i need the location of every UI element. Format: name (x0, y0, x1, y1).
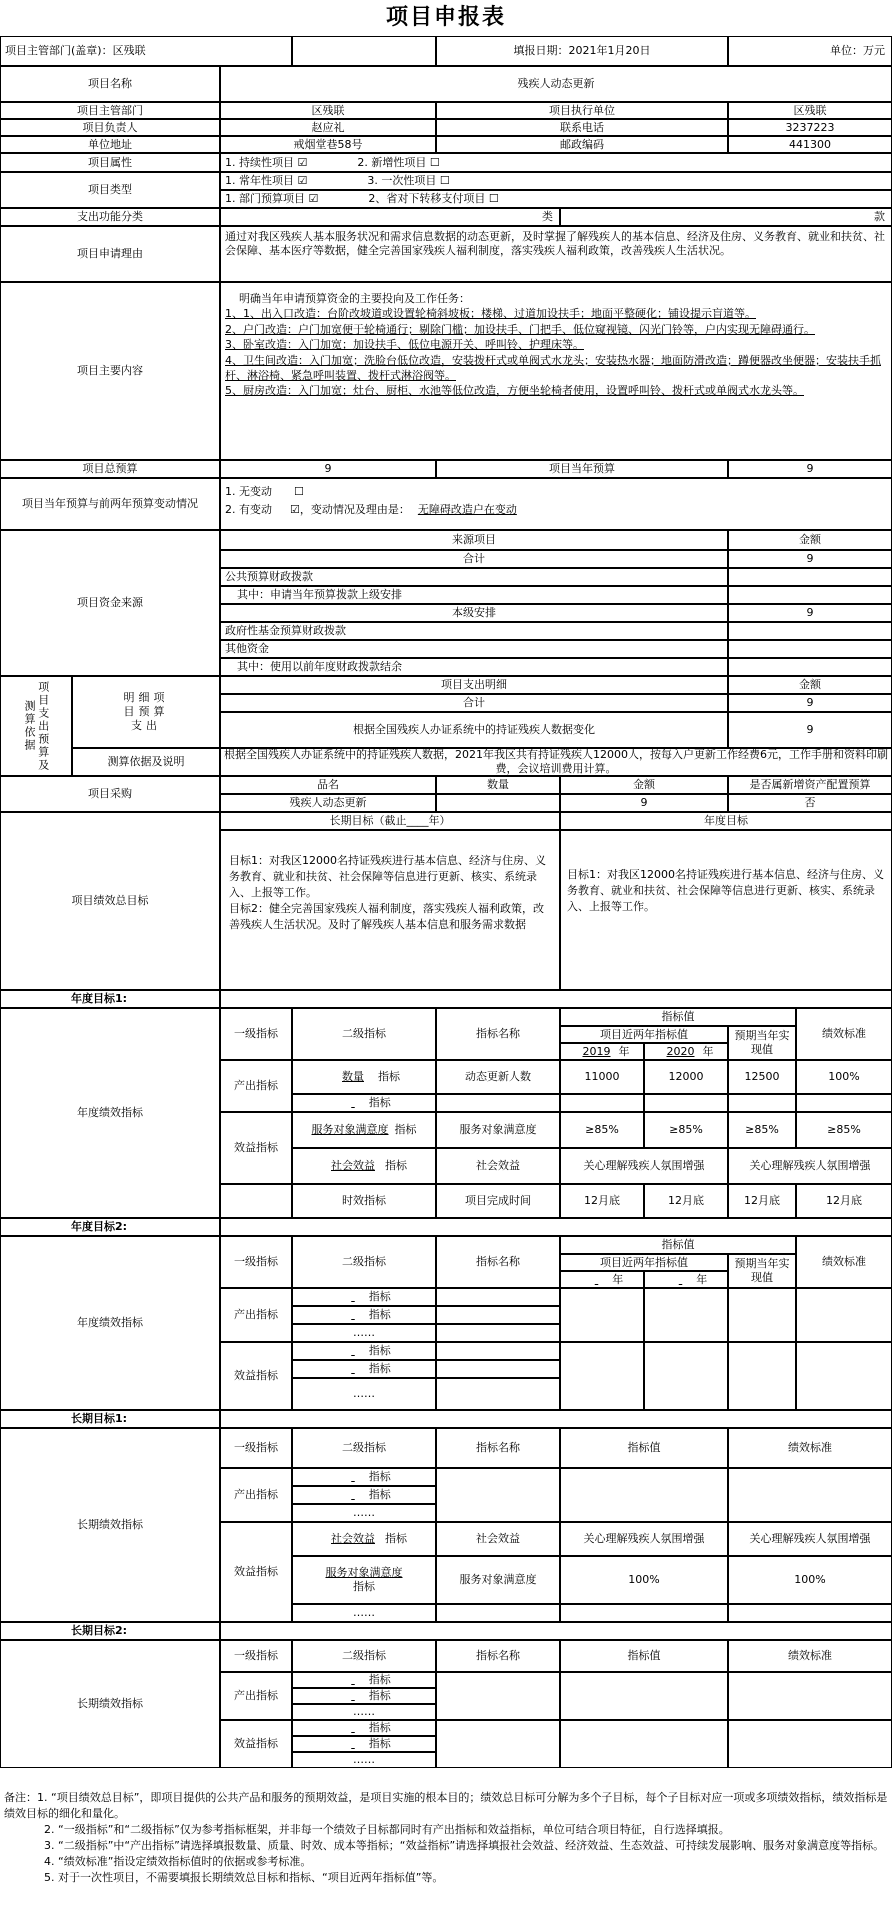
l2-ben-r2 (292, 1736, 436, 1752)
l2-benefit: 效益指标 (220, 1720, 292, 1768)
leader-label: 项目负责人 (0, 119, 220, 136)
y1-side: 年度绩效指标 (0, 1008, 220, 1218)
funds-row: 其他资金 (220, 640, 728, 658)
y1-r3-name: 服务对象满意度 (436, 1112, 560, 1148)
y1-r5-l2: 时效指标 (292, 1184, 436, 1218)
l2-ben-r3: …… (292, 1752, 436, 1768)
content-line-5: 5、厨房改造：入门加宽；灶台、厨柜、水池等低位改造，方便坐轮椅者使用，设置呼叫铃、拨杆式或单阀式水龙头等。 (225, 384, 804, 398)
reason-label: 项目申请理由 (0, 226, 220, 282)
y1-r4-l2-val: 社会效益 (331, 1159, 375, 1173)
y2-ben-r1-blank (337, 1344, 369, 1358)
y1-r5-v2: 12月底 (644, 1184, 728, 1218)
change-box (220, 478, 892, 530)
exec-label: 项目执行单位 (436, 102, 728, 119)
l2-cell (728, 1720, 892, 1768)
type-row-1 (220, 172, 892, 190)
content-line-0: 明确当年申请预算资金的主要投向及工作任务： (239, 292, 470, 305)
l1-out: 产出指标 (220, 1468, 292, 1522)
y2-cell (728, 1342, 796, 1410)
funds-row: 本级安排 (220, 604, 728, 622)
change-label: 项目当年预算与前两年预算变动情况 (0, 478, 220, 530)
funds-amt-hdr: 金额 (728, 530, 892, 550)
y1-r2-v3 (728, 1094, 796, 1112)
l2-ben-r1-blank (337, 1721, 369, 1735)
y1-r5-name: 项目完成时间 (436, 1184, 560, 1218)
y1-r3-std: ≥85% (796, 1112, 892, 1148)
page-title: 项目申报表 (385, 5, 506, 31)
func-label: 支出功能分类 (0, 208, 220, 226)
type-label: 项目类型 (0, 172, 220, 208)
y2-ben-r1-suffix: 指标 (368, 1344, 391, 1358)
l2-ben-r2-blank (337, 1737, 369, 1751)
detail-hdr: 项目支出明细 (220, 676, 728, 694)
l1-title: 长期目标1: (0, 1410, 220, 1428)
l1-out-r2-blank (337, 1488, 369, 1502)
changed: 2. 有变动 (225, 502, 272, 516)
l2-cell (560, 1672, 728, 1720)
attr-label: 项目属性 (0, 153, 220, 172)
l1-cell (436, 1604, 560, 1622)
type-dept-budget: 1. 部门预算项目 ☑ (225, 192, 319, 206)
funds-src-hdr: 来源项目 (220, 530, 728, 550)
y1-r2-l2 (292, 1094, 436, 1112)
y1-r1-v2: 12000 (644, 1060, 728, 1094)
l1-r2-val: 100% (560, 1556, 728, 1604)
attr-row (220, 153, 892, 172)
l2-out-r1-suffix: 指标 (368, 1673, 391, 1687)
year-budget-label: 项目当年预算 (436, 460, 728, 478)
l1-benefit: 效益指标 (220, 1522, 292, 1622)
detail-item-amt: 9 (728, 712, 892, 748)
y2-out-r1 (292, 1288, 436, 1306)
y1-h-std: 绩效标准 (796, 1008, 892, 1060)
l2-h-name: 指标名称 (436, 1640, 560, 1672)
l1-r3: …… (292, 1604, 436, 1622)
attr-continuing: 1. 持续性项目 ☑ (225, 155, 308, 169)
y1-r2-v2 (644, 1094, 728, 1112)
l1-out-r1 (292, 1468, 436, 1486)
y2-cell (644, 1288, 728, 1342)
l1-out-r1-suffix: 指标 (368, 1470, 391, 1484)
content-line-3: 3、卧室改造：入门加宽；加设扶手、低位电源开关、呼叫铃、护理床等。 (225, 338, 584, 352)
funds-amt: 9 (728, 550, 892, 568)
y1-year1: 2019 (582, 1044, 611, 1058)
y1-title: 年度目标1: (0, 990, 220, 1008)
y1-r1-name: 动态更新人数 (436, 1060, 560, 1094)
y2-year2-blank (665, 1273, 697, 1287)
y1-h-recent: 项目近两年指标值 (560, 1026, 728, 1043)
purchase-qty (436, 794, 560, 812)
y1-h-val: 指标值 (560, 1008, 796, 1026)
l1-r2-std: 100% (728, 1556, 892, 1604)
l1-h-val: 指标值 (560, 1428, 728, 1468)
l2-title: 长期目标2: (0, 1622, 220, 1640)
detail-sub-label (72, 676, 220, 748)
l1-r2-l2 (292, 1556, 436, 1604)
funds-amt (728, 640, 892, 658)
y1-r2-blank (337, 1096, 369, 1110)
y2-h-std: 绩效标准 (796, 1236, 892, 1288)
content-label: 项目主要内容 (0, 282, 220, 460)
l2-side: 长期绩效指标 (0, 1640, 220, 1768)
y2-cell (644, 1342, 728, 1410)
y1-benefit: 效益指标 (220, 1112, 292, 1184)
y2-title-blank (220, 1218, 892, 1236)
detail-total-label: 合计 (220, 694, 728, 712)
y1-h-name: 指标名称 (436, 1008, 560, 1060)
l1-h-name: 指标名称 (436, 1428, 560, 1468)
y1-r1-l2 (292, 1060, 436, 1094)
changed-box: ☑ (290, 502, 300, 516)
detail-side-label (0, 676, 72, 776)
detail-total: 9 (728, 694, 892, 712)
y1-r3-l2-val: 服务对象满意度 (311, 1123, 389, 1137)
detail-sub-text: 明细项目预算支出 (123, 691, 169, 732)
l2-out-r1 (292, 1672, 436, 1688)
y2-h-recent: 项目近两年指标值 (560, 1254, 728, 1271)
funds-amt: 9 (728, 604, 892, 622)
funds-label: 项目资金来源 (0, 530, 220, 676)
y1-r2-v1 (560, 1094, 644, 1112)
y2-ben-r1 (292, 1342, 436, 1360)
no-change-box: ☐ (294, 485, 304, 498)
y1-r5-l1 (220, 1184, 292, 1218)
l2-cell (436, 1720, 560, 1768)
y1-r1-l2-suffix: 指标 (378, 1070, 400, 1084)
y2-cell (728, 1288, 796, 1342)
attr-new: 2. 新增性项目 ☐ (357, 155, 440, 169)
l2-out-r2-suffix: 指标 (368, 1689, 391, 1703)
funds-row: 公共预算财政拨款 (220, 568, 728, 586)
l2-ben-r1 (292, 1720, 436, 1736)
total-budget-label: 项目总预算 (0, 460, 220, 478)
y2-out-r2-blank (337, 1308, 369, 1322)
l1-r1-l2 (292, 1522, 436, 1556)
header-dept: 项目主管部门(盖章)：区残联 (0, 36, 292, 66)
leader-value: 赵应礼 (220, 119, 436, 136)
y2-cell (796, 1288, 892, 1342)
y1-out: 产出指标 (220, 1060, 292, 1112)
l2-out-r1-blank (337, 1673, 369, 1687)
purchase-amt: 9 (560, 794, 728, 812)
reason-body: 通过对我区残疾人基本服务状况和需求信息数据的动态更新，及时掌握了解残疾人的基本信息、经济及住房、义务教育、就业和扶贫、社会保障、基本医疗等数据，健全完善国家残疾人福利制度，落实残疾人福利政策，改善残疾人生活状况。 (225, 230, 885, 257)
perf-year-text: 目标1：对我区12000名持证残疾进行基本信息、经济与住房、义务教育、就业和扶贫、社会保障等信息进行更新、核实、系统录入、上报等工作。 (560, 830, 892, 990)
detail-side-text: 项目支出预算及测算依据 (23, 680, 50, 772)
y1-r3-v2: ≥85% (644, 1112, 728, 1148)
y2-out-r1-suffix: 指标 (368, 1290, 391, 1304)
exec-value: 区残联 (728, 102, 892, 119)
y1-h-l1: 一级指标 (220, 1008, 292, 1060)
y1-h-l2: 二级指标 (292, 1008, 436, 1060)
phone-label: 联系电话 (436, 119, 728, 136)
y1-year1-suffix: 年 (618, 1044, 630, 1058)
y1-r1-v1: 11000 (560, 1060, 644, 1094)
y1-r4-v3: 关心理解残疾人氛围增强 (728, 1148, 892, 1184)
y2-ben-r2 (292, 1360, 436, 1378)
y1-year2: 2020 (666, 1044, 695, 1058)
y2-cell (796, 1342, 892, 1410)
l2-cell (728, 1672, 892, 1720)
y2-out-r2 (292, 1306, 436, 1324)
y2-cell (436, 1306, 560, 1324)
purchase-is-new: 否 (728, 794, 892, 812)
y1-r4-suffix: 指标 (385, 1159, 407, 1173)
zip-value: 441300 (728, 136, 892, 153)
y1-r2-suffix: 指标 (368, 1096, 391, 1110)
y1-h-y1 (560, 1043, 644, 1060)
type-row-2 (220, 190, 892, 208)
purchase-h4: 是否属新增资产配置预算 (728, 776, 892, 794)
y1-r2-name (436, 1094, 560, 1112)
l2-out-r3: …… (292, 1704, 436, 1720)
y2-cell (436, 1288, 560, 1306)
l1-side: 长期绩效指标 (0, 1428, 220, 1622)
y2-ben-r3: …… (292, 1378, 436, 1410)
total-budget: 9 (220, 460, 436, 478)
no-change: 1. 无变动 (225, 485, 272, 498)
y2-year2-suffix: 年 (696, 1272, 708, 1286)
content-box (220, 282, 892, 460)
addr-value: 戒烟堂巷58号 (220, 136, 436, 153)
y1-r3-v1: ≥85% (560, 1112, 644, 1148)
dept-value: 区残联 (220, 102, 436, 119)
type-onetime: 3. 一次性项目 ☐ (367, 174, 450, 188)
funds-row: 其中：使用以前年度财政拨款结余 (220, 658, 728, 676)
l1-h-l2: 二级指标 (292, 1428, 436, 1468)
perf-long-hdr: 长期目标（截止____年） (220, 812, 560, 830)
addr-label: 单位地址 (0, 136, 220, 153)
l2-out-r2 (292, 1688, 436, 1704)
y2-h-l1: 一级指标 (220, 1236, 292, 1288)
funds-amt (728, 622, 892, 640)
y2-out-r2-suffix: 指标 (368, 1308, 391, 1322)
l1-out-r1-blank (337, 1470, 369, 1484)
y2-h-name: 指标名称 (436, 1236, 560, 1288)
l1-cell (728, 1468, 892, 1522)
l1-title-blank (220, 1410, 892, 1428)
l1-r1-std: 关心理解残疾人氛围增强 (728, 1522, 892, 1556)
y2-benefit: 效益指标 (220, 1342, 292, 1410)
note-5: 5. 对于一次性项目，不需要填报长期绩效总目标和指标、“项目近两年指标值”等。 (44, 1870, 444, 1884)
y2-h-l2: 二级指标 (292, 1236, 436, 1288)
content-line-1: 1、1、出入口改造：台阶改坡道或设置轮椅斜坡板；楼梯、过道加设扶手；地面平整硬化；铺设提示盲道等。 (225, 307, 756, 321)
funds-amt (728, 658, 892, 676)
l1-r1-name: 社会效益 (436, 1522, 560, 1556)
l1-r2-l2-val: 服务对象满意度 (325, 1566, 403, 1580)
purchase-label: 项目采购 (0, 776, 220, 812)
y2-out-r3: …… (292, 1324, 436, 1342)
y1-r5-std: 12月底 (796, 1184, 892, 1218)
y2-ben-r2-suffix: 指标 (368, 1362, 391, 1376)
l2-h-val: 指标值 (560, 1640, 728, 1672)
change-reason: 无障碍改造户在变动 (417, 502, 517, 516)
func-kuan: 款 (560, 208, 892, 226)
y2-h-expect: 预期当年实现值 (728, 1254, 796, 1288)
purchase-h2: 数量 (436, 776, 560, 794)
y2-ben-r2-blank (337, 1362, 369, 1376)
l2-out: 产出指标 (220, 1672, 292, 1720)
l1-r1-suffix: 指标 (385, 1532, 407, 1546)
header-blank (292, 36, 436, 66)
l1-cell (728, 1604, 892, 1622)
y2-cell (436, 1378, 560, 1410)
phone-value: 3237223 (728, 119, 892, 136)
y1-r5-v1: 12月底 (560, 1184, 644, 1218)
calc-label: 测算依据及说明 (72, 748, 220, 776)
y2-year1-suffix: 年 (612, 1272, 624, 1286)
l2-h-l2: 二级指标 (292, 1640, 436, 1672)
y1-r1-v3: 12500 (728, 1060, 796, 1094)
note-4: 4. “绩效标准”指设定绩效指标值时的依据或参考标准。 (44, 1854, 312, 1868)
l2-h-std: 绩效标准 (728, 1640, 892, 1672)
l2-ben-r1-suffix: 指标 (368, 1721, 391, 1735)
zip-label: 邮政编码 (436, 136, 728, 153)
y1-r4-name: 社会效益 (436, 1148, 560, 1184)
perf-label: 项目绩效总目标 (0, 812, 220, 990)
funds-row: 其中：申请当年预算拨款上级安排 (220, 586, 728, 604)
note-2: 2. “一级指标”和“二级指标”仅为参考指标框架，并非每一个绩效子目标都同时有产出指标和效益指标，单位可结合项目特征，自行选择填报。 (44, 1822, 730, 1836)
func-lei: 类 (220, 208, 560, 226)
l2-h-l1: 一级指标 (220, 1640, 292, 1672)
y2-cell (436, 1324, 560, 1342)
y2-year1-blank (581, 1273, 613, 1287)
y1-r3-v3: ≥85% (728, 1112, 796, 1148)
change-reason-prefix: ，变动情况及理由是： (299, 502, 410, 516)
calc-text: 根据全国残疾人办证系统中的持证残疾人数据，2021年我区共有持证残疾人12000人，按每入户更新工作经费6元，工作手册和资料印刷费，会议培训费用计算。 (220, 748, 892, 776)
l1-out-r2 (292, 1486, 436, 1504)
l2-cell (560, 1720, 728, 1768)
y1-year2-suffix: 年 (702, 1044, 714, 1058)
y1-h-expect: 预期当年实现值 (728, 1026, 796, 1060)
type-transfer: 2、省对下转移支付项目 ☐ (368, 192, 499, 206)
purchase-item: 残疾人动态更新 (220, 794, 436, 812)
y1-r1-std: 100% (796, 1060, 892, 1094)
y1-r5-v3: 12月底 (728, 1184, 796, 1218)
l2-cell (436, 1672, 560, 1720)
funds-row: 政府性基金预算财政拨款 (220, 622, 728, 640)
header-unit: 单位：万元 (728, 36, 892, 66)
content-line-4: 4、卫生间改造：入门加宽；洗脸台低位改造，安装拨杆式或单阀式水龙头；安装热水器；地面防滑改造；蹲便器改坐便器；安装扶手抓杆、淋浴椅、紧急呼叫装置、拨杆式淋浴阀等。 (225, 353, 881, 382)
y2-title: 年度目标2: (0, 1218, 220, 1236)
year-budget: 9 (728, 460, 892, 478)
l1-h-std: 绩效标准 (728, 1428, 892, 1468)
l1-cell (560, 1604, 728, 1622)
content-line-2: 2、户门改造：户门加宽便于轮椅通行；剔除门槛；加设扶手、门把手、低位窥视镜、闪光门铃等，户内实现无障碍通行。 (225, 322, 815, 336)
funds-row: 合计 (220, 550, 728, 568)
y1-title-blank (220, 990, 892, 1008)
y2-cell (436, 1342, 560, 1360)
y1-r3-l2 (292, 1112, 436, 1148)
y2-out-r1-blank (337, 1290, 369, 1304)
l1-r1-val: 关心理解残疾人氛围增强 (560, 1522, 728, 1556)
y1-r4-l2 (292, 1148, 436, 1184)
reason-text (220, 226, 892, 282)
funds-amt (728, 568, 892, 586)
y2-cell (560, 1288, 644, 1342)
l2-title-blank (220, 1622, 892, 1640)
l1-r2-suffix: 指标 (353, 1580, 375, 1593)
y1-r4-v1: 关心理解残疾人氛围增强 (560, 1148, 728, 1184)
project-name-label: 项目名称 (0, 66, 220, 102)
perf-long-text: 目标1：对我区12000名持证残疾进行基本信息、经济与住房、义务教育、就业和扶贫、社会保障等信息进行更新、核实、系统录入、上报等工作。 目标2：健全完善国家残疾人福利制度，落实残疾人福利政策，改善残疾人生活状况。及时了解残疾人基本信息和服务需求数据 (220, 830, 560, 990)
purchase-h3: 金额 (560, 776, 728, 794)
l2-ben-r2-suffix: 指标 (368, 1737, 391, 1751)
funds-amt (728, 586, 892, 604)
dept-label: 项目主管部门 (0, 102, 220, 119)
y1-h-y2 (644, 1043, 728, 1060)
header-date: 填报日期：2021年1月20日 (436, 36, 728, 66)
y2-h-y1 (560, 1271, 644, 1288)
y2-cell (560, 1342, 644, 1410)
y1-r2-std (796, 1094, 892, 1112)
perf-year-hdr: 年度目标 (560, 812, 892, 830)
l1-cell (436, 1468, 560, 1522)
y2-side: 年度绩效指标 (0, 1236, 220, 1410)
l1-cell (560, 1468, 728, 1522)
project-name: 残疾人动态更新 (220, 66, 892, 102)
y2-h-val: 指标值 (560, 1236, 796, 1254)
purchase-h1: 品名 (220, 776, 436, 794)
l1-r1-l2-val: 社会效益 (331, 1532, 375, 1546)
notes (0, 1790, 892, 1920)
detail-item: 根据全国残疾人办证系统中的持证残疾人数据变化 (220, 712, 728, 748)
type-annual: 1. 常年性项目 ☑ (225, 174, 308, 188)
y2-h-y2 (644, 1271, 728, 1288)
y2-cell (436, 1360, 560, 1378)
y1-r3-suffix: 指标 (394, 1123, 417, 1137)
detail-amt-hdr: 金额 (728, 676, 892, 694)
l1-out-r3: …… (292, 1504, 436, 1522)
l2-out-r2-blank (337, 1689, 369, 1703)
y1-r1-l2-val: 数量 (342, 1070, 364, 1084)
l1-h-l1: 一级指标 (220, 1428, 292, 1468)
y2-out: 产出指标 (220, 1288, 292, 1342)
note-3: 3. “二级指标”中“产出指标”请选择填报数量、质量、时效、成本等指标；“效益指标”请选择填报社会效益、经济效益、生态效益、可持续发展影响、服务对象满意度等指标。 (44, 1838, 885, 1852)
l1-out-r2-suffix: 指标 (368, 1488, 391, 1502)
l1-r2-name: 服务对象满意度 (436, 1556, 560, 1604)
note-1: 备注：1. “项目绩效总目标”，即项目提供的公共产品和服务的预期效益，是项目实施的根本目的；绩效总目标可分解为多个子目标，每个子目标对应一项或多项绩效指标，绩效指标是绩效目标的细化和量化。 (4, 1791, 888, 1820)
